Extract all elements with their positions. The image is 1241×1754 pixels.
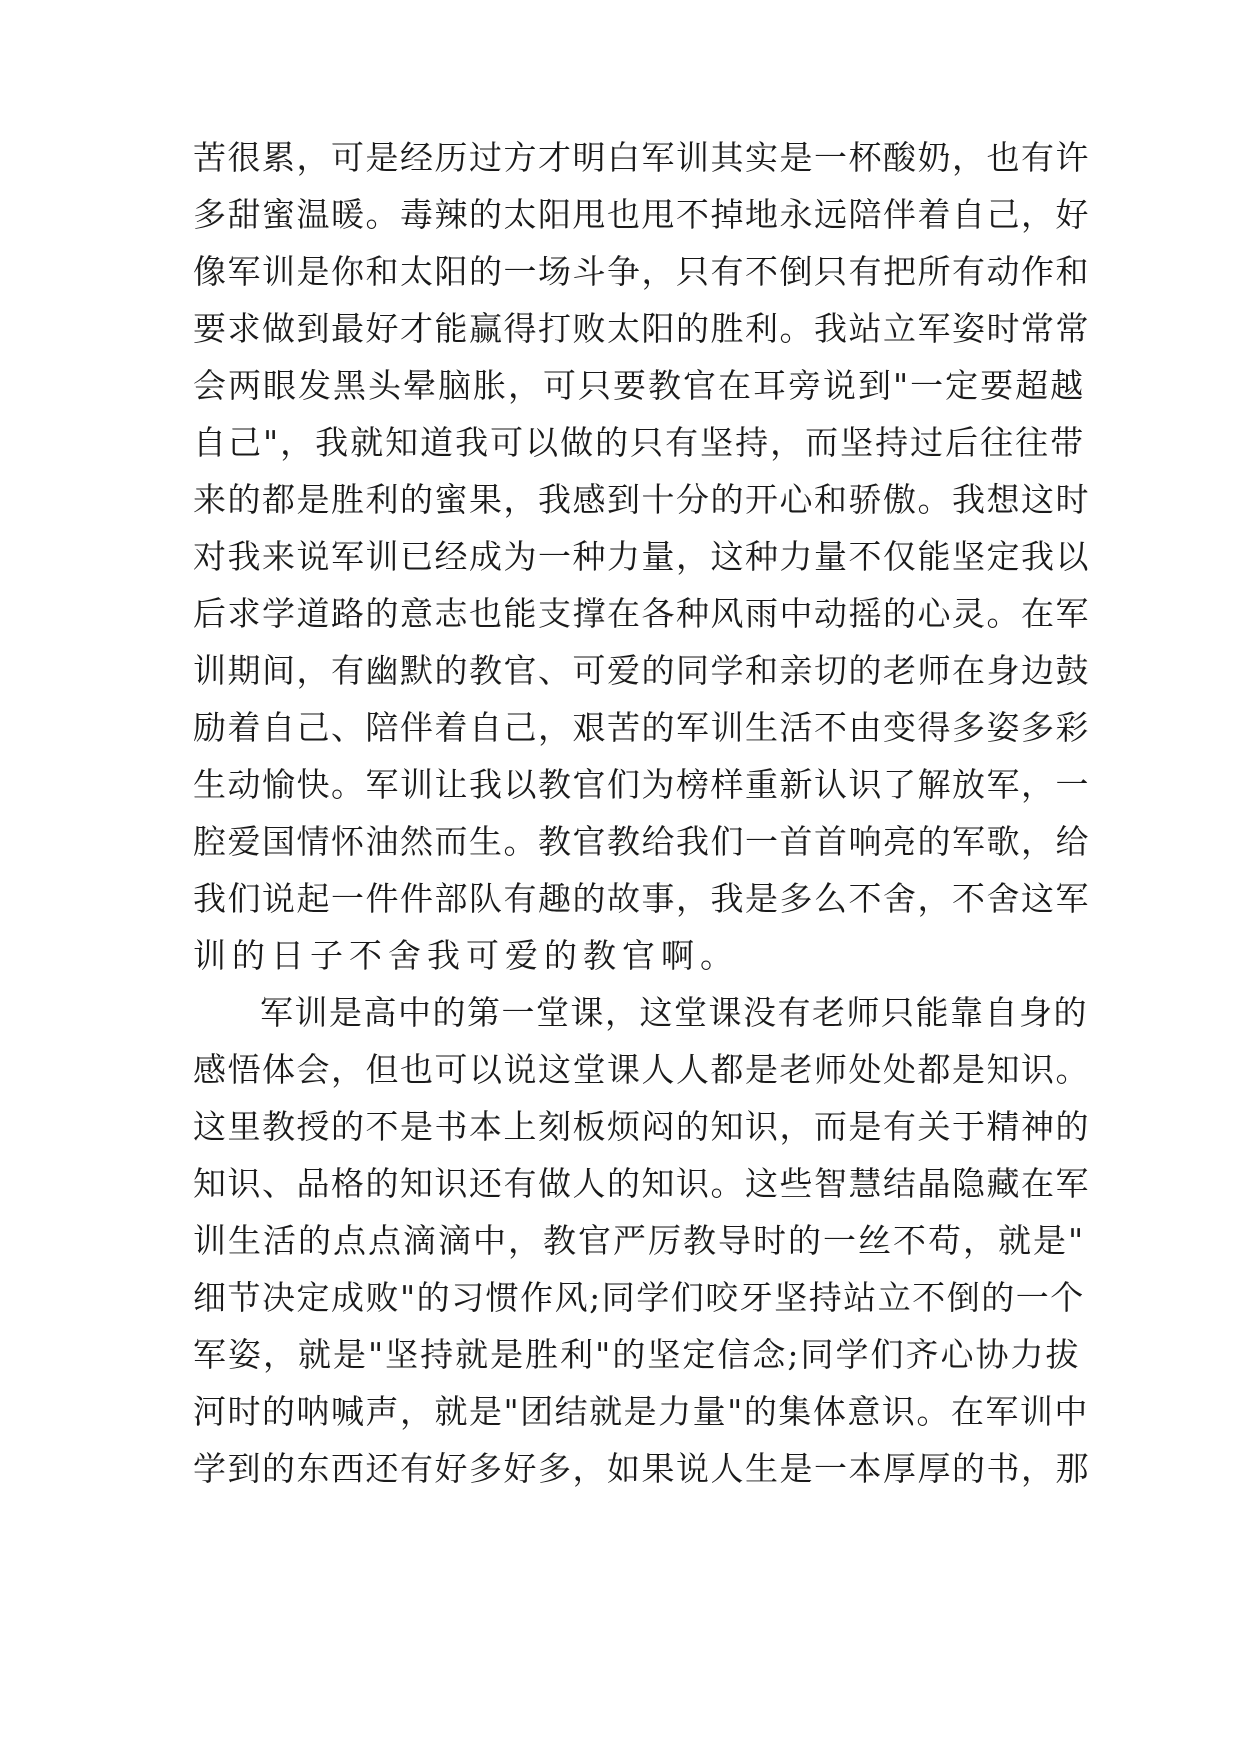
text-line: 学到的东西还有好多好多，如果说人生是一本厚厚的书，那 <box>193 1449 1090 1488</box>
text-line: 训的日子不舍我可爱的教官啊。 <box>193 936 739 975</box>
text-line: 生动愉快。军训让我以教官们为榜样重新认识了解放军，一 <box>193 765 1090 804</box>
text-line: 感悟体会，但也可以说这堂课人人都是老师处处都是知识。 <box>193 1050 1090 1089</box>
text-line: 来的都是胜利的蜜果，我感到十分的开心和骄傲。我想这时 <box>193 480 1090 519</box>
text-line: 自己"，我就知道我可以做的只有坚持，而坚持过后往往带 <box>193 423 1086 462</box>
text-line: 腔爱国情怀油然而生。教官教给我们一首首响亮的军歌，给 <box>193 822 1090 861</box>
text-line: 知识、品格的知识还有做人的知识。这些智慧结晶隐藏在军 <box>193 1164 1090 1203</box>
paragraph-first-line: 军训是高中的第一堂课，这堂课没有老师只能靠自身的 <box>260 993 1088 1032</box>
text-line: 河时的呐喊声，就是"团结就是力量"的集体意识。在军训中 <box>193 1392 1089 1431</box>
text-line: 这里教授的不是书本上刻板烦闷的知识，而是有关于精神的 <box>193 1107 1090 1146</box>
text-line: 励着自己、陪伴着自己，艰苦的军训生活不由变得多姿多彩 <box>193 708 1090 747</box>
text-line: 细节决定成败"的习惯作风;同学们咬牙坚持站立不倒的一个 <box>193 1278 1085 1317</box>
text-line: 训期间，有幽默的教官、可爱的同学和亲切的老师在身边鼓 <box>193 651 1090 690</box>
text-line: 会两眼发黑头晕脑胀，可只要教官在耳旁说到"一定要超越 <box>193 366 1086 405</box>
text-line: 训生活的点点滴滴中，教官严厉教导时的一丝不苟，就是" <box>193 1221 1086 1260</box>
text-line: 我们说起一件件部队有趣的故事，我是多么不舍，不舍这军 <box>193 879 1090 918</box>
text-line: 苦很累，可是经历过方才明白军训其实是一杯酸奶，也有许 <box>193 138 1090 177</box>
text-line: 像军训是你和太阳的一场斗争，只有不倒只有把所有动作和 <box>193 252 1090 291</box>
text-line: 军姿，就是"坚持就是胜利"的坚定信念;同学们齐心协力拔 <box>193 1335 1081 1374</box>
text-line: 对我来说军训已经成为一种力量，这种力量不仅能坚定我以 <box>193 537 1090 576</box>
text-line: 多甜蜜温暖。毒辣的太阳甩也甩不掉地永远陪伴着自己，好 <box>193 195 1090 234</box>
text-line: 要求做到最好才能赢得打败太阳的胜利。我站立军姿时常常 <box>193 309 1090 348</box>
text-line: 后求学道路的意志也能支撑在各种风雨中动摇的心灵。在军 <box>193 594 1090 633</box>
